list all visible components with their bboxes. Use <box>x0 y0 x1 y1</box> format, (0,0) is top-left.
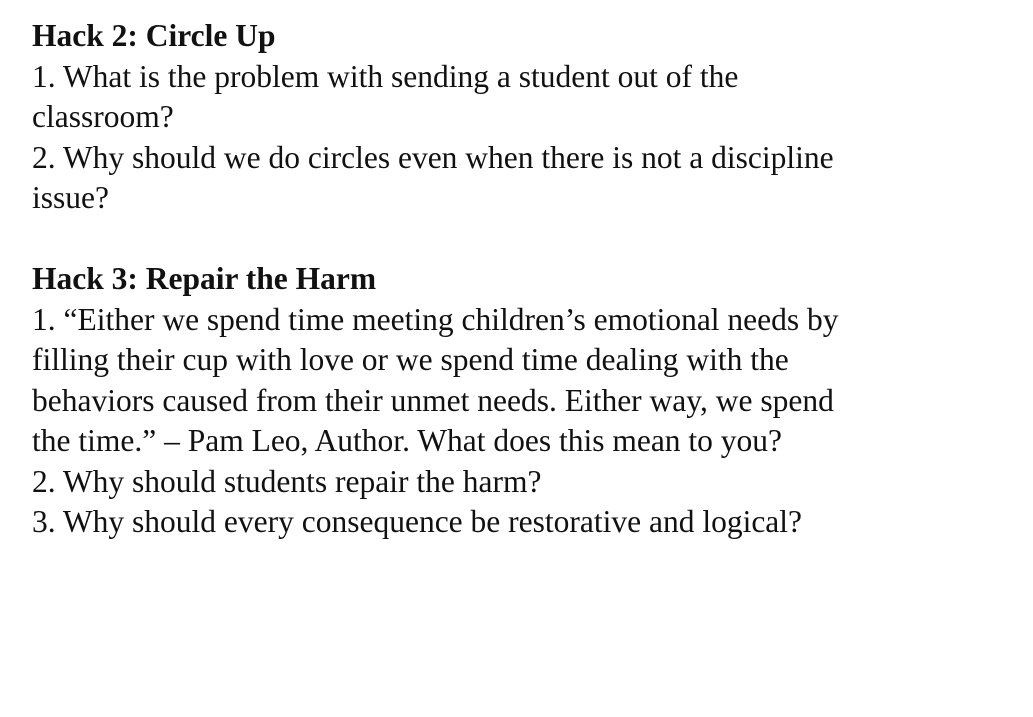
section-heading: Hack 2: Circle Up <box>32 18 276 53</box>
document-body <box>32 16 992 543</box>
question-item: 1. What is the problem with sending a student out of the classroom? <box>32 58 739 134</box>
question-item: 2. Why should we do circles even when there is not a discipline issue? <box>32 139 834 215</box>
section-hack-3 <box>32 259 992 543</box>
question-item: 1. “Either we spend time meeting children’s emotional needs by filling their cup with love or we spend time dealing with the behaviors caused from their unmet needs. Either way, we spend the time.” – Pam Leo, Author. What does this mean to you? <box>32 301 839 458</box>
section-hack-2 <box>32 16 992 219</box>
question-item: 3. Why should every consequence be restorative and logical? <box>32 504 803 539</box>
section-heading: Hack 3: Repair the Harm <box>32 261 377 296</box>
question-item: 2. Why should students repair the harm? <box>32 463 542 499</box>
